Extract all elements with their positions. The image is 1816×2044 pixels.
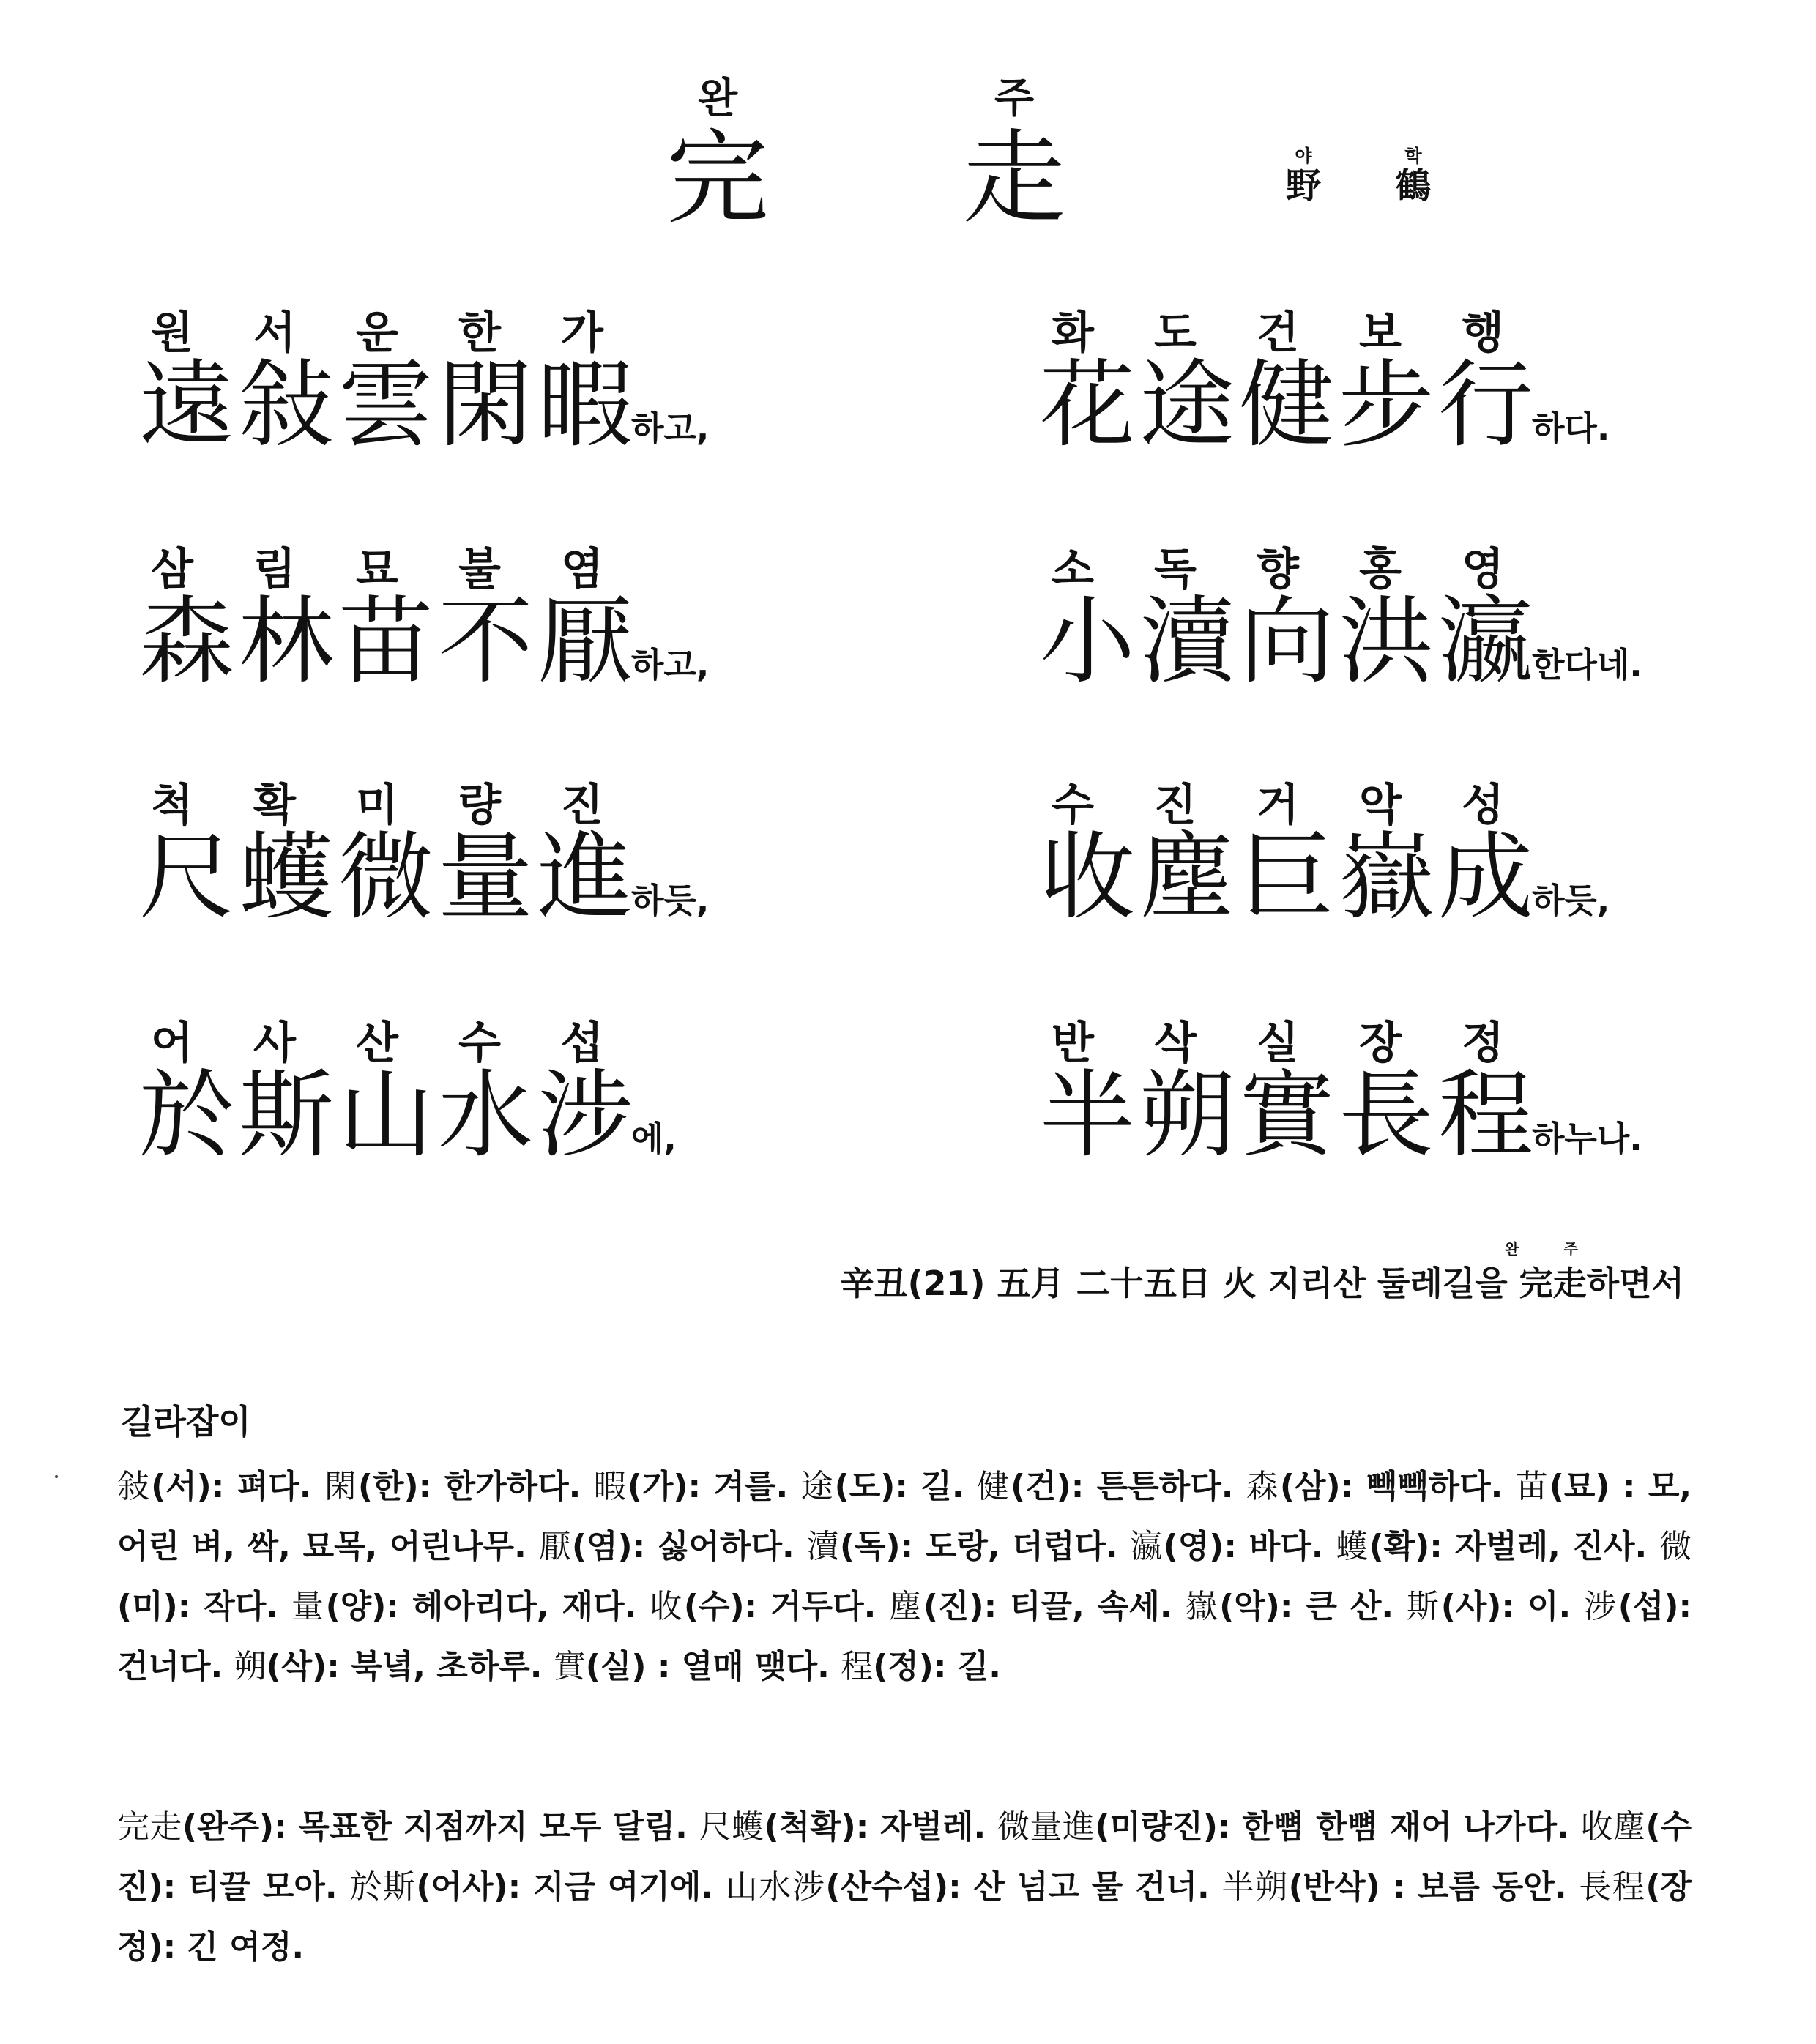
glossary-term: 苗	[1515, 1468, 1549, 1505]
reading: 사	[253, 1018, 296, 1069]
poem-ending: 에,	[631, 1119, 677, 1158]
reading: 미	[356, 780, 398, 831]
glossary-definition: (완주): 목표한 지점까지 모두 달림.	[182, 1808, 699, 1846]
glossary-definition: (장정): 긴 여정.	[117, 1868, 1692, 1966]
poem-ending: 하듯,	[1532, 881, 1610, 920]
glossary-definition: (염): 싫어하다.	[571, 1528, 807, 1565]
glossary-definition: (한): 한가하다.	[357, 1468, 594, 1505]
title-hanja: 走	[962, 119, 1065, 239]
title-char-1	[644, 73, 791, 239]
reading: 행	[1462, 307, 1504, 359]
glossary-term: 瀆	[806, 1528, 840, 1565]
glossary-entry	[349, 1868, 726, 1906]
poem-ending: 하다.	[1532, 409, 1610, 448]
glossary-entry	[539, 1528, 807, 1565]
author-char-1	[1274, 146, 1333, 206]
glossary-definition: (산수섭): 산 넘고 물 건너.	[825, 1868, 1222, 1906]
poem-hanja: 尺蠖微量進	[139, 821, 638, 933]
ruby-char: 완	[1505, 1240, 1519, 1258]
glossary-definition: (확): 자벌레, 진사.	[1369, 1528, 1659, 1565]
reading: 섭	[561, 1018, 603, 1069]
glossary-definition: (삼): 빽빽하다.	[1279, 1468, 1516, 1505]
glossary-term: 閑	[324, 1468, 358, 1505]
reading: 향	[1257, 544, 1299, 595]
reading: 삼	[151, 544, 193, 595]
title-block	[0, 73, 1816, 239]
poem-ending: 하누나.	[1532, 1119, 1642, 1158]
glossary-entry	[889, 1588, 1185, 1625]
glossary-definition: (척확): 자벌레.	[764, 1808, 997, 1846]
glossary-term: 實	[553, 1648, 586, 1685]
glossary-definition: (실) : 열매 맺다.	[585, 1648, 841, 1685]
glossary-term: 健	[976, 1468, 1011, 1505]
glossary-entry	[1186, 1588, 1407, 1625]
reading: 산	[356, 1018, 398, 1069]
glossary-term: 森	[1246, 1468, 1280, 1505]
reading: 한	[458, 307, 501, 359]
reading: 반	[1052, 1018, 1094, 1069]
glossary-entry	[997, 1808, 1581, 1846]
glossary-entry	[977, 1468, 1246, 1505]
author-hanja: 鶴	[1395, 165, 1431, 206]
reading: 홍	[1359, 544, 1402, 595]
poem-ending: 하고,	[631, 645, 710, 685]
glossary-term: 收	[650, 1588, 684, 1625]
author-hanja: 野	[1285, 165, 1321, 206]
reading: 삭	[1154, 1018, 1197, 1069]
reading: 화	[1052, 307, 1094, 359]
glossary-entry	[1336, 1528, 1659, 1565]
poem-line-left-3	[139, 776, 798, 933]
scan-speck	[55, 1475, 58, 1478]
reading: 거	[1257, 780, 1299, 831]
reading: 량	[458, 780, 501, 831]
glossary-paragraph-2	[117, 1797, 1692, 1977]
glossary-definition: (진): 티끌, 속세.	[923, 1588, 1186, 1625]
reading: 악	[1359, 780, 1402, 831]
poem-ending: 한다네.	[1532, 645, 1642, 685]
glossary-term: 於斯	[349, 1868, 417, 1906]
title-ruby: 주	[994, 75, 1035, 122]
poem-line-right-4	[1040, 1014, 1735, 1171]
poem-hanja: 遠敍雲閑暇	[139, 349, 638, 460]
glossary-definition: (사): 이.	[1440, 1588, 1585, 1625]
glossary-entry	[1246, 1468, 1516, 1505]
glossary-definition: (어사): 지금 여기에.	[416, 1868, 726, 1906]
reading: 어	[151, 1018, 193, 1069]
glossary-entry	[291, 1588, 650, 1625]
reading: 원	[151, 307, 193, 359]
glossary-term: 嶽	[1185, 1588, 1220, 1625]
author-char-2	[1384, 146, 1443, 206]
glossary-entry	[699, 1808, 997, 1846]
glossary-term: 尺蠖	[699, 1808, 764, 1846]
glossary-entry	[1407, 1588, 1584, 1625]
glossary-term: 斯	[1407, 1588, 1441, 1625]
glossary-term: 微量進	[997, 1808, 1095, 1846]
glossary-entry	[1130, 1528, 1336, 1565]
glossary-definition: (미): 작다.	[117, 1588, 291, 1625]
poem-line-right-1	[1040, 304, 1735, 460]
glossary-term: 瀛	[1130, 1528, 1164, 1565]
poem-hanja: 半朔實長程	[1040, 1059, 1538, 1171]
poem-line-right-3	[1040, 776, 1735, 933]
glossary-definition: (정): 길.	[873, 1648, 1001, 1685]
poem-hanja: 收塵巨嶽成	[1040, 821, 1538, 933]
reading: 도	[1154, 307, 1197, 359]
reading: 건	[1257, 307, 1299, 359]
glossary-definition: (삭): 북녘, 초하루.	[266, 1648, 554, 1685]
poem-line-right-2	[1040, 540, 1735, 697]
glossary-entry	[806, 1528, 1130, 1565]
ruby-char: 주	[1563, 1240, 1578, 1258]
glossary-definition: (섭): 건너다.	[117, 1588, 1692, 1685]
glossary-definition: (서): 펴다.	[151, 1468, 324, 1505]
reading: 성	[1462, 780, 1504, 831]
glossary-term: 半朔	[1221, 1868, 1289, 1906]
glossary-entry	[324, 1468, 594, 1505]
glossary-term: 微	[1659, 1528, 1692, 1565]
reading: 수	[1052, 780, 1094, 831]
glossary-entry	[1222, 1868, 1579, 1906]
glossary-entry	[650, 1588, 889, 1625]
glossary-definition: (수진): 티끌 모아.	[117, 1808, 1692, 1906]
glossary-definition: (묘) : 모, 어린 벼, 싹, 묘목, 어린나무.	[117, 1468, 1692, 1565]
date-line	[732, 1237, 1684, 1318]
glossary-definition: (미량진): 한뼘 한뼘 재어 나가다.	[1095, 1808, 1581, 1846]
title-ruby: 완	[697, 75, 738, 122]
glossary-term: 完走	[117, 1808, 182, 1846]
glossary-definition: (반삭) : 보름 동안.	[1288, 1868, 1579, 1906]
glossary-definition: (양): 헤아리다, 재다.	[325, 1588, 650, 1625]
glossary-heading: 길라잡이	[121, 1402, 251, 1441]
glossary-term: 長程	[1579, 1868, 1646, 1906]
glossary-term: 涉	[1584, 1588, 1618, 1625]
glossary-term: 厭	[538, 1528, 572, 1565]
reading: 장	[1359, 1018, 1402, 1069]
reading: 수	[458, 1018, 501, 1069]
glossary-entry	[117, 1468, 324, 1505]
reading: 영	[1462, 544, 1504, 595]
glossary-entry	[594, 1468, 801, 1505]
reading: 독	[1154, 544, 1197, 595]
glossary-definition: (건): 튼튼하다.	[1011, 1468, 1246, 1505]
reading: 림	[253, 544, 296, 595]
glossary-term: 量	[291, 1588, 326, 1625]
poem-hanja: 於斯山水涉	[139, 1059, 638, 1171]
glossary-term: 暇	[593, 1468, 628, 1505]
reading: 진	[1154, 780, 1197, 831]
author-ruby: 야	[1295, 146, 1312, 166]
poem-line-left-4	[139, 1014, 798, 1171]
reading: 실	[1257, 1018, 1299, 1069]
glossary-term: 朔	[234, 1648, 267, 1685]
poem-hanja: 小瀆向洪瀛	[1040, 586, 1538, 697]
glossary-term: 蠖	[1336, 1528, 1369, 1565]
glossary-entry	[117, 1808, 699, 1846]
reading: 운	[356, 307, 398, 359]
reading: 불	[458, 544, 501, 595]
glossary-entry	[554, 1648, 841, 1685]
date-text: 辛丑(21) 五月 二十五日 火 지리산 둘레길을 完走하면서	[840, 1264, 1684, 1303]
glossary-definition: (악): 큰 산.	[1219, 1588, 1407, 1625]
poem-ending: 하듯,	[631, 881, 710, 920]
glossary-paragraph-1	[117, 1457, 1692, 1697]
glossary-term: 收塵	[1580, 1808, 1646, 1846]
poem-ending: 하고,	[631, 409, 710, 448]
poem-hanja: 森林苗不厭	[139, 586, 638, 697]
reading: 소	[1052, 544, 1094, 595]
glossary-entry	[801, 1468, 977, 1505]
poem-line-left-1	[139, 304, 798, 460]
date-ruby	[1505, 1237, 1578, 1258]
glossary-entry	[234, 1648, 554, 1685]
reading: 진	[561, 780, 603, 831]
glossary-term: 山水涉	[725, 1868, 826, 1906]
author-name	[1274, 146, 1465, 220]
reading: 염	[561, 544, 603, 595]
reading: 보	[1359, 307, 1402, 359]
poem-hanja: 花途健步行	[1040, 349, 1538, 460]
poem-line-left-2	[139, 540, 798, 697]
glossary-definition: (가): 겨를.	[627, 1468, 801, 1505]
glossary-definition: (독): 도랑, 더럽다.	[839, 1528, 1131, 1565]
glossary-definition: (도): 길.	[834, 1468, 977, 1505]
reading: 확	[253, 780, 296, 831]
reading: 서	[253, 307, 296, 359]
glossary-definition: (수): 거두다.	[683, 1588, 890, 1625]
glossary-term: 塵	[889, 1588, 923, 1625]
title-hanja: 完	[666, 119, 769, 239]
reading: 묘	[356, 544, 398, 595]
reading: 가	[561, 307, 603, 359]
author-ruby: 학	[1404, 146, 1422, 166]
glossary-term: 敍	[117, 1468, 152, 1505]
glossary-term: 途	[800, 1468, 835, 1505]
glossary-definition: (영): 바다.	[1163, 1528, 1336, 1565]
glossary-term: 程	[841, 1648, 874, 1685]
reading: 정	[1462, 1018, 1504, 1069]
reading: 척	[151, 780, 193, 831]
title-char-2	[941, 73, 1087, 239]
glossary-entry	[726, 1868, 1222, 1906]
glossary-entry	[841, 1648, 1001, 1685]
